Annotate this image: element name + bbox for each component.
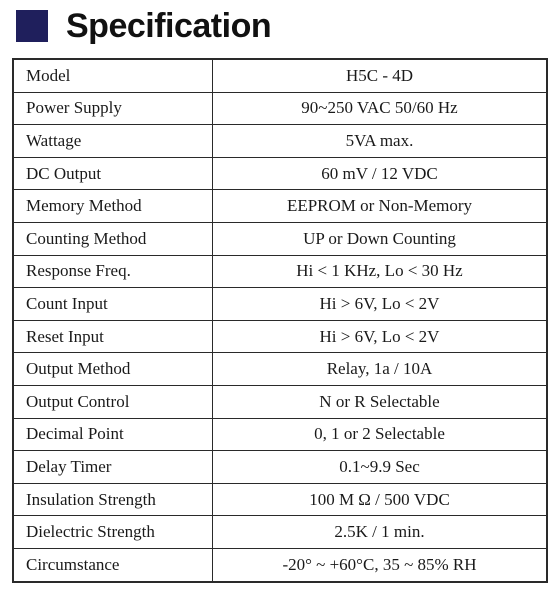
spec-label: Model xyxy=(13,59,213,92)
heading-square-marker xyxy=(16,10,48,42)
table-row xyxy=(13,483,547,516)
spec-value: Relay, 1a / 10A xyxy=(213,353,548,386)
table-row xyxy=(13,385,547,418)
spec-label: Delay Timer xyxy=(13,451,213,484)
table-row xyxy=(13,157,547,190)
table-row xyxy=(13,320,547,353)
table-row xyxy=(13,516,547,549)
spec-value: 2.5K / 1 min. xyxy=(213,516,548,549)
spec-heading xyxy=(16,6,271,46)
spec-label: Counting Method xyxy=(13,222,213,255)
spec-value: 100 M Ω / 500 VDC xyxy=(213,483,548,516)
spec-value: H5C - 4D xyxy=(213,59,548,92)
spec-label: DC Output xyxy=(13,157,213,190)
table-row xyxy=(13,288,547,321)
table-row xyxy=(13,190,547,223)
page-title: Specification xyxy=(66,6,272,45)
spec-value: -20° ~ +60°C, 35 ~ 85% RH xyxy=(213,548,548,581)
table-row xyxy=(13,353,547,386)
spec-value: 5VA max. xyxy=(213,125,548,158)
spec-label: Output Method xyxy=(13,353,213,386)
table-row xyxy=(13,125,547,158)
table-row xyxy=(13,548,547,581)
spec-value: EEPROM or Non-Memory xyxy=(213,190,548,223)
spec-label: Power Supply xyxy=(13,92,213,125)
table-row xyxy=(13,255,547,288)
spec-value: 0, 1 or 2 Selectable xyxy=(213,418,548,451)
spec-value: 60 mV / 12 VDC xyxy=(213,157,548,190)
table-row xyxy=(13,92,547,125)
spec-value: 90~250 VAC 50/60 Hz xyxy=(213,92,548,125)
spec-label: Dielectric Strength xyxy=(13,516,213,549)
spec-label: Decimal Point xyxy=(13,418,213,451)
spec-label: Wattage xyxy=(13,125,213,158)
spec-label: Reset Input xyxy=(13,320,213,353)
table-row xyxy=(13,222,547,255)
table-row xyxy=(13,59,547,92)
spec-value: Hi < 1 KHz, Lo < 30 Hz xyxy=(213,255,548,288)
spec-value: Hi > 6V, Lo < 2V xyxy=(213,320,548,353)
spec-label: Insulation Strength xyxy=(13,483,213,516)
spec-value: Hi > 6V, Lo < 2V xyxy=(213,288,548,321)
table-row xyxy=(13,451,547,484)
specification-table xyxy=(12,58,548,583)
spec-label: Count Input xyxy=(13,288,213,321)
spec-label: Response Freq. xyxy=(13,255,213,288)
spec-label: Output Control xyxy=(13,385,213,418)
spec-value: UP or Down Counting xyxy=(213,222,548,255)
spec-label: Memory Method xyxy=(13,190,213,223)
spec-label: Circumstance xyxy=(13,548,213,581)
spec-value: N or R Selectable xyxy=(213,385,548,418)
spec-value: 0.1~9.9 Sec xyxy=(213,451,548,484)
table-row xyxy=(13,418,547,451)
